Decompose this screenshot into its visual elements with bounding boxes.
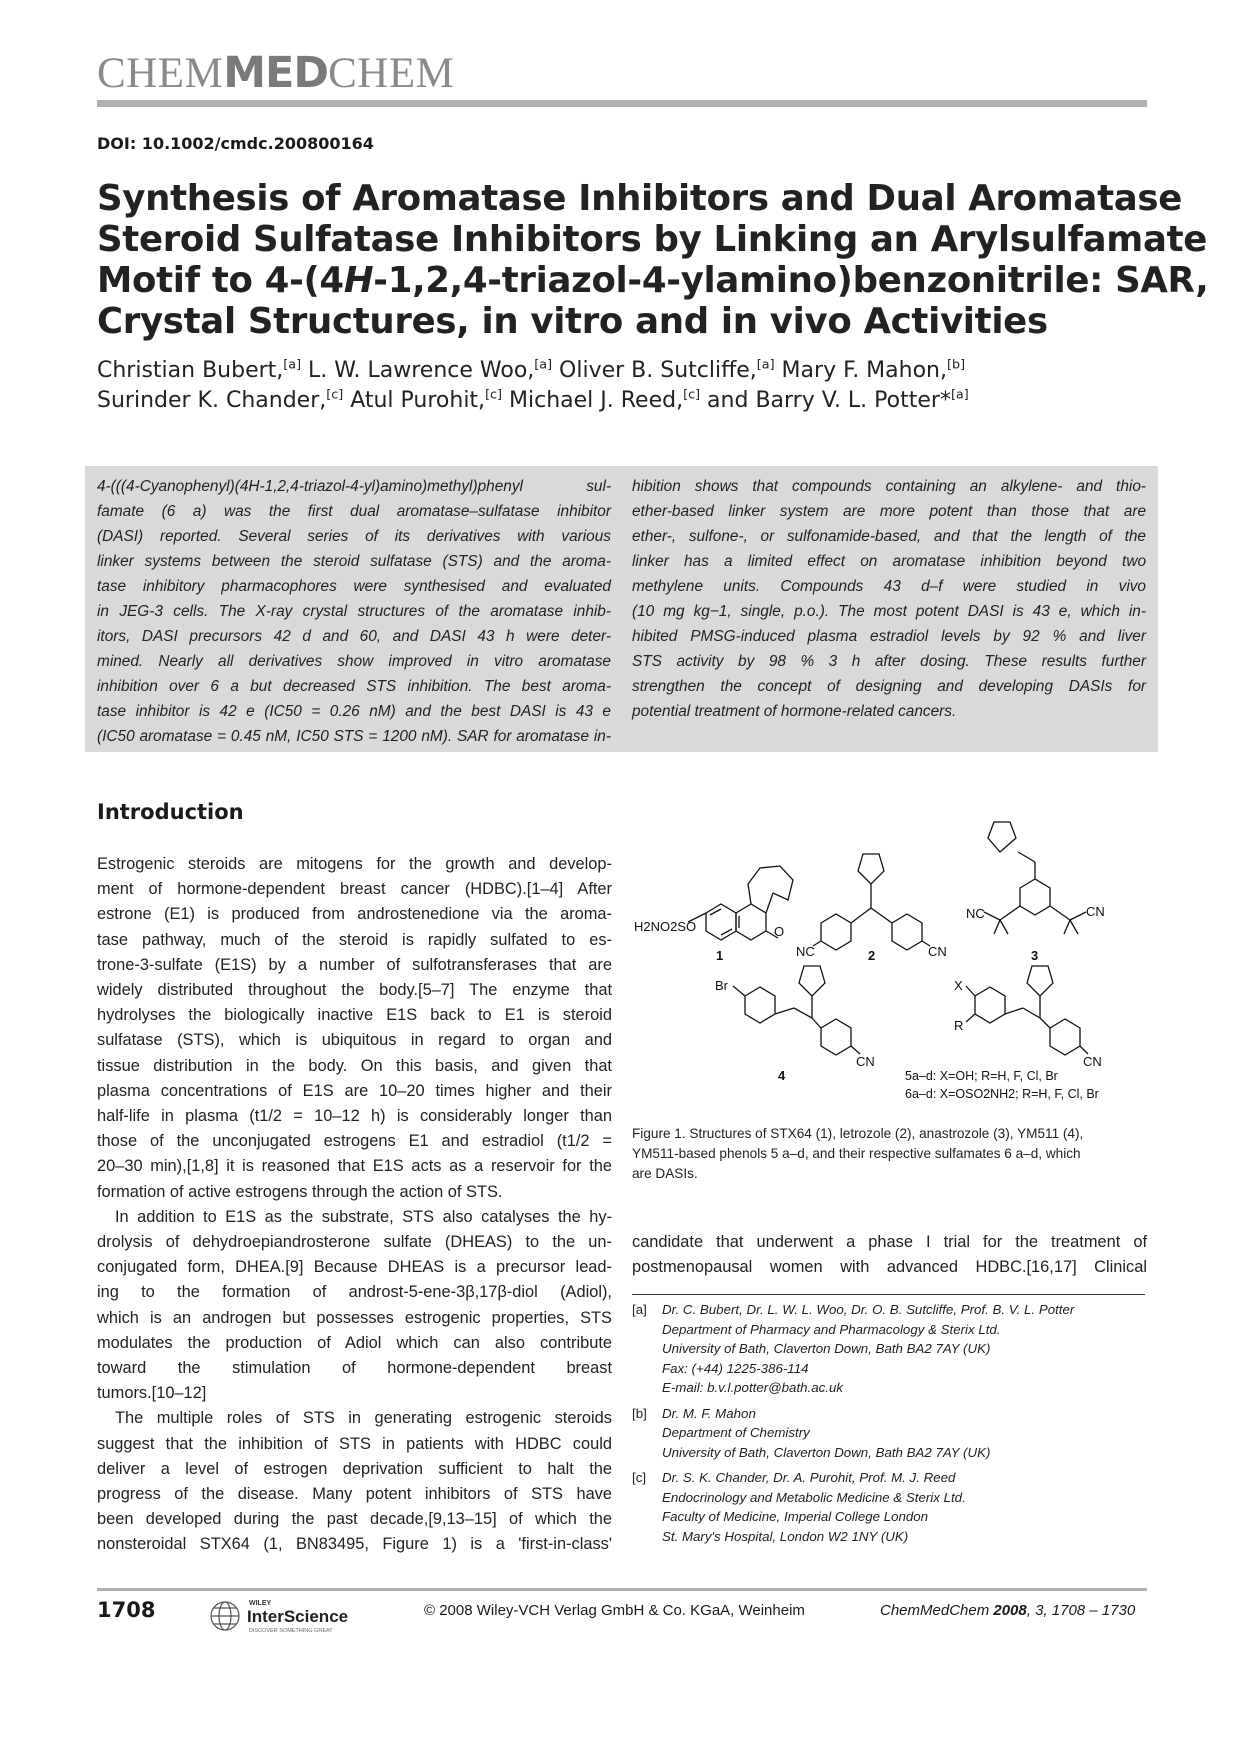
body-line: half-life in plasma (t1/2 = 10–12 h) is considerably longer than	[97, 1107, 612, 1126]
affiliation-block	[632, 1468, 1152, 1546]
affiliation-block	[632, 1404, 1152, 1463]
abstract-line: tase inhibitor is 42 e (IC50 = 0.26 nM) and the best DASI is 43 e	[97, 703, 611, 720]
abstract-line: (DASI) reported. Several series of its derivatives with various	[97, 528, 611, 545]
caption-line: are DASIs.	[632, 1166, 698, 1181]
body-line: Estrogenic steroids are mitogens for the growth and develop-	[97, 855, 612, 873]
affiliation-rule	[632, 1294, 1145, 1295]
body-line: candidate that underwent a phase I trial for the treatment of	[632, 1233, 1147, 1251]
abstract-line: itors, DASI precursors 42 d and 60, and DASI 43 h were deter-	[97, 628, 611, 645]
body-line: ment of hormone-dependent breast cancer (HDBC).[1–4] After	[97, 880, 612, 899]
compound-label-3: 3	[1031, 948, 1039, 963]
affiliation-line: Dr. C. Bubert, Dr. L. W. L. Woo, Dr. O. B. Sutcliffe, Prof. B. V. L. Potter	[662, 1302, 1075, 1317]
wiley-brand-text: InterScience	[247, 1607, 349, 1626]
label-nc-2: NC	[796, 944, 815, 959]
abstract-line: (IC50 aromatase = 0.45 nM, IC50 STS = 1200 nM). SAR for aromatase in-	[97, 728, 611, 745]
abstract-line: hibition shows that compounds containing an alkylene- and thio-	[632, 478, 1146, 495]
body-line: been developed during the past decade,[9,13–15] of which the	[97, 1510, 612, 1529]
abstract-line: mined. Nearly all derivatives show improved in vitro aromatase	[97, 653, 611, 670]
abstract-line: linker has a limited effect on aromatase inhibition beyond two	[632, 553, 1146, 570]
article-title: Synthesis of Aromatase Inhibitors and Dual Aromatase Steroid Sulfatase Inhibitors by Linking an Arylsulfamate Motif to 4-(4H-1,2,4-triazol-4-ylamino)benzonitrile: SAR, Crystal Structures, in vitro and in vivo Activities	[97, 178, 1209, 342]
label-nc-3: NC	[966, 906, 985, 921]
abstract-line: famate (6 a) was the first dual aromatase–sulfatase inhibitor	[97, 503, 611, 520]
affiliation-line: University of Bath, Claverton Down, Bath BA2 7AY (UK)	[662, 1341, 991, 1356]
section-heading-introduction: Introduction	[97, 800, 244, 824]
affiliation-tag: [b]	[632, 1405, 647, 1421]
label-cn-2: CN	[928, 944, 947, 959]
journal-title: CHEMMEDCHEM	[97, 48, 455, 98]
copyright: © 2008 Wiley-VCH Verlag GmbH & Co. KGaA, Weinheim	[424, 1602, 805, 1619]
compound-label-4: 4	[778, 1068, 786, 1083]
affiliation-line: Department of Pharmacy and Pharmacology & Sterix Ltd.	[662, 1321, 1001, 1337]
citation: ChemMedChem 2008, 3, 1708 – 1730	[880, 1602, 1136, 1619]
wiley-tagline: DISCOVER SOMETHING GREAT	[249, 1628, 333, 1634]
abstract-line: potential treatment of hormone-related cancers.	[632, 703, 957, 720]
body-line: widely distributed throughout the body.[5–7] The enzyme that	[97, 981, 612, 1000]
label-o: O	[774, 924, 785, 939]
body-line: tissue distribution in the body. On this basis, and given that	[97, 1056, 612, 1075]
body-line: The multiple roles of STS in generating estrogenic steroids	[115, 1409, 612, 1428]
wiley-top-text: WILEY	[249, 1600, 272, 1607]
affiliation-line: Endocrinology and Metabolic Medicine & Sterix Ltd.	[662, 1489, 966, 1505]
label-sulfamate-group: H2NO2SO	[634, 919, 697, 934]
affiliations	[632, 1300, 1152, 1552]
body-line: which is an androgen but possesses estrogenic properties, STS	[97, 1308, 612, 1327]
label-cn-5: CN	[1083, 1054, 1102, 1069]
body-line: modulates the production of Adiol which can also contribute	[97, 1333, 612, 1352]
doi[interactable]: DOI: 10.1002/cmdc.200800164	[97, 134, 374, 153]
footer-rule	[97, 1588, 1147, 1591]
body-line: deliver a level of estrogen deprivation sufficient to halt the	[97, 1459, 612, 1478]
author-list: Christian Bubert,[a] L. W. Lawrence Woo,[a] Oliver B. Sutcliffe,[a] Mary F. Mahon,[b] Surinder K. Chander,[c] Atul Purohit,[c] Michael J. Reed,[c] and Barry V. L. Potter*[a]	[97, 357, 969, 413]
body-line: formation of active estrogens through the action of STS.	[97, 1182, 503, 1201]
abstract-line: strengthen the concept of designing and developing DASIs for	[632, 678, 1146, 695]
right-column-text	[632, 1230, 1147, 1280]
body-line: toward the stimulation of hormone-dependent breast	[97, 1359, 612, 1378]
body-line: hydrolyses the biologically inactive E1S back to E1 is steroid	[97, 1006, 612, 1025]
affiliation-line: Dr. S. K. Chander, Dr. A. Purohit, Prof. M. J. Reed	[662, 1470, 956, 1485]
label-6a-d: 6a–d: X=OSO2NH2; R=H, F, Cl, Br	[905, 1087, 1099, 1101]
abstract-left	[97, 474, 611, 749]
figure-1-caption	[632, 1124, 1152, 1184]
affiliation-line: University of Bath, Claverton Down, Bath BA2 7AY (UK)	[662, 1444, 991, 1460]
page-number: 1708	[97, 1598, 156, 1622]
body-line: sulfatase (STS), which is ubiquitous in regard to organ and	[97, 1031, 612, 1050]
abstract-line: ether-, sulfone-, or sulfonamide-based, and that the length of the	[632, 528, 1146, 545]
abstract-line: in JEG-3 cells. The X-ray crystal structures of the aromatase inhib-	[97, 603, 611, 620]
affiliation-line: Dr. M. F. Mahon	[662, 1405, 756, 1421]
abstract-line: inhibition over 6 a but decreased STS inhibition. The best aroma-	[97, 678, 611, 695]
wiley-interscience-logo	[207, 1596, 377, 1636]
body-line: postmenopausal women with advanced HDBC.[16,17] Clinical	[632, 1258, 1147, 1277]
caption-line: Figure 1. Structures of STX64 (1), letrozole (2), anastrozole (3), YM511 (4),	[632, 1126, 1084, 1141]
abstract-line: ether-based linker system are more potent than those that are	[632, 503, 1146, 520]
label-5a-d: 5a–d: X=OH; R=H, F, Cl, Br	[905, 1069, 1058, 1083]
body-line: trone-3-sulfate (E1S) by a number of sulfotransferases that are	[97, 955, 612, 974]
body-line: nonsteroidal STX64 (1, BN83495, Figure 1) is a 'first-in-class'	[97, 1535, 612, 1554]
c1-ring-b	[736, 904, 766, 940]
affiliation-tag: [c]	[632, 1470, 647, 1485]
affiliation-line: Faculty of Medicine, Imperial College London	[662, 1509, 929, 1524]
header-rule	[97, 100, 1147, 107]
label-br: Br	[715, 978, 728, 993]
affiliation-line: Department of Chemistry	[662, 1425, 810, 1440]
label-x: X	[954, 978, 963, 993]
body-line: suggest that the inhibition of STS in patients with HDBC could	[97, 1434, 612, 1453]
abstract-line: tase inhibitory pharmacophores were synthesised and evaluated	[97, 578, 611, 595]
caption-line: YM511-based phenols 5 a–d, and their respective sulfamates 6 a–d, which	[632, 1146, 1081, 1161]
affiliation-line: Fax: (+44) 1225-386-114	[662, 1360, 809, 1376]
label-cn-3: CN	[1086, 904, 1105, 919]
body-line: ing to the formation of androst-5-ene-3β,17β-diol (Adiol),	[97, 1283, 612, 1302]
abstract-line: (10 mg kg−1, single, p.o.). The most potent DASI is 43 e, which in-	[632, 603, 1146, 620]
abstract-line: linker systems between the steroid sulfatase (STS) and the aroma-	[97, 553, 611, 570]
abstract-line: hibited PMSG-induced plasma estradiol levels by 92 % and liver	[632, 628, 1146, 645]
body-line: tase pathway, much of the steroid is rapidly sulfated to es-	[97, 930, 612, 949]
body-line: those of the unconjugated estrogens E1 and estradiol (t1/2 =	[97, 1132, 612, 1151]
compound-label-2: 2	[868, 948, 876, 963]
body-line: estrone (E1) is produced from androstenedione via the aroma-	[97, 905, 612, 924]
affiliation-line: St. Mary's Hospital, London W2 1NY (UK)	[662, 1528, 909, 1544]
body-line: conjugated form, DHEA.[9] Because DHEAS is a precursor lead-	[97, 1258, 612, 1277]
abstract-line: methylene units. Compounds 43 d–f were studied in vivo	[632, 578, 1146, 595]
figure-1-structures	[628, 808, 1150, 1108]
abstract-right	[632, 474, 1146, 724]
label-cn-4: CN	[856, 1054, 875, 1069]
body-line: plasma concentrations of E1S are 10–20 times higher and their	[97, 1081, 612, 1100]
abstract-line: STS activity by 98 % 3 h after dosing. These results further	[632, 653, 1146, 670]
affiliation-line[interactable]: E-mail: b.v.l.potter@bath.ac.uk	[662, 1380, 844, 1395]
affiliation-tag: [a]	[632, 1302, 647, 1317]
label-r: R	[954, 1018, 964, 1033]
body-line: drolysis of dehydroepiandrosterone sulfate (DHEAS) to the un-	[97, 1233, 612, 1252]
affiliation-block	[632, 1300, 1152, 1398]
intro-left-column	[97, 852, 612, 1558]
abstract-line: 4-(((4-Cyanophenyl)(4H-1,2,4-triazol-4-yl)amino)methyl)phenyl sul-	[97, 478, 611, 495]
body-line: In addition to E1S as the substrate, STS also catalyses the hy-	[115, 1207, 612, 1226]
body-line: tumors.[10–12]	[97, 1384, 207, 1403]
body-line: progress of the disease. Many potent inhibitors of STS have	[97, 1485, 612, 1504]
compound-label-1: 1	[716, 948, 724, 963]
body-line: 20–30 min),[1,8] it is reasoned that E1S acts as a reservoir for the	[97, 1157, 612, 1176]
